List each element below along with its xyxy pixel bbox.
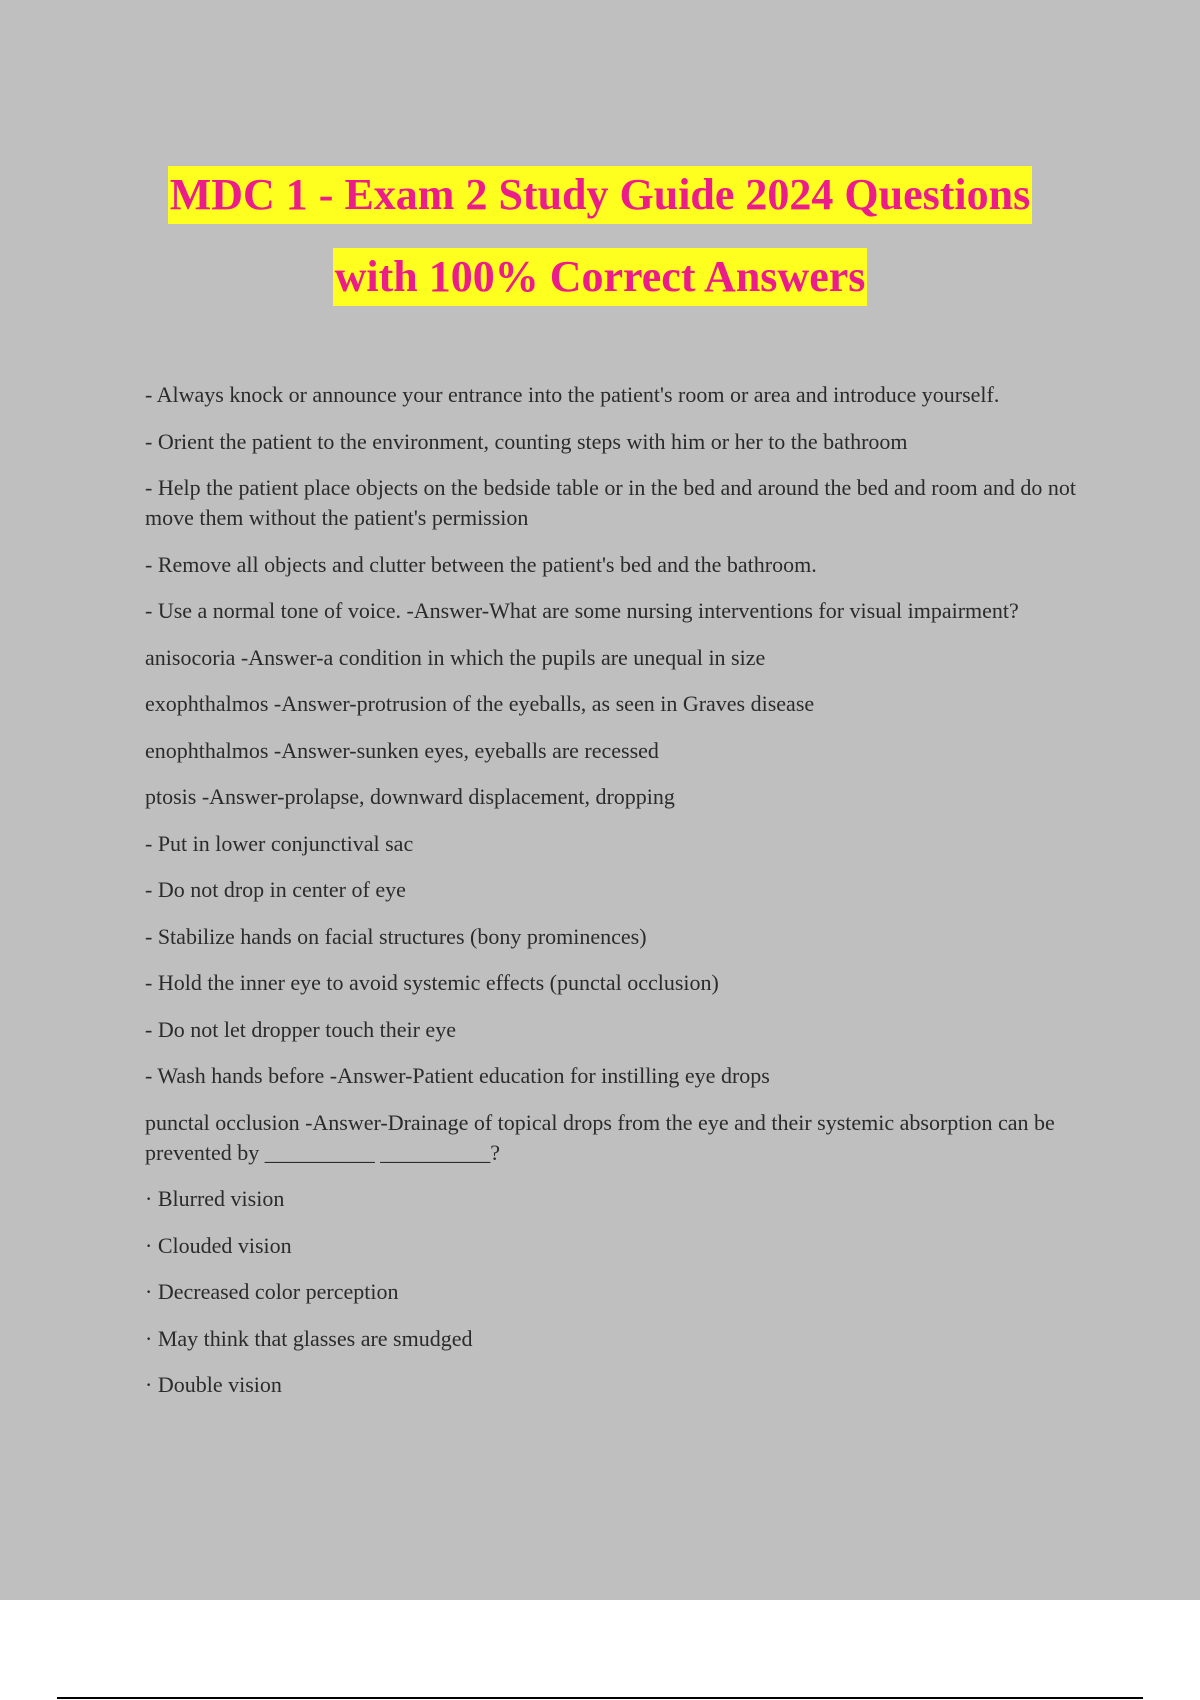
paragraph: - Orient the patient to the environment, counting steps with him or her to the bathroom	[145, 428, 908, 454]
document-body	[145, 380, 1090, 1417]
paragraph: exophthalmos -Answer-protrusion of the eyeballs, as seen in Graves disease	[145, 691, 815, 716]
paragraph: punctal occlusion -Answer-Drainage of topical drops from the eye and their systemic absorption can be prevented by __________ __________?	[145, 1109, 1055, 1165]
title-line-2: with 100% Correct Answers	[333, 248, 868, 306]
paragraph: enophthalmos -Answer-sunken eyes, eyeballs are recessed	[145, 737, 659, 763]
footer-divider	[57, 1697, 1143, 1699]
paragraph: · Clouded vision	[145, 1232, 292, 1258]
paragraph: · Decreased color perception	[145, 1279, 399, 1304]
paragraph: - Do not let dropper touch their eye	[145, 1016, 456, 1042]
title-line-1: MDC 1 - Exam 2 Study Guide 2024 Questions	[168, 166, 1033, 224]
paragraph: ptosis -Answer-prolapse, downward displacement, dropping	[145, 784, 675, 809]
paragraph: - Do not drop in center of eye	[145, 877, 406, 902]
paragraph: · Blurred vision	[145, 1186, 285, 1211]
document-title	[0, 166, 1200, 306]
paragraph: · Double vision	[145, 1372, 282, 1397]
paragraph: anisocoria -Answer-a condition in which the pupils are unequal in size	[145, 644, 766, 670]
paragraph: - Use a normal tone of voice. -Answer-What are some nursing interventions for visual impairment?	[145, 598, 1019, 623]
paragraph: - Put in lower conjunctival sac	[145, 830, 414, 856]
paragraph: - Stabilize hands on facial structures (bony prominences)	[145, 923, 647, 949]
paragraph: - Always knock or announce your entrance into the patient's room or area and introduce yourself.	[145, 382, 1000, 407]
paragraph: - Remove all objects and clutter between the patient's bed and the bathroom.	[145, 551, 817, 577]
paragraph: · May think that glasses are smudged	[145, 1325, 473, 1351]
paragraph: - Help the patient place objects on the bedside table or in the bed and around the bed and room and do not move them without the patient's permission	[145, 475, 1077, 530]
paragraph: - Hold the inner eye to avoid systemic effects (punctal occlusion)	[145, 970, 719, 995]
paragraph: - Wash hands before -Answer-Patient education for instilling eye drops	[145, 1063, 770, 1088]
